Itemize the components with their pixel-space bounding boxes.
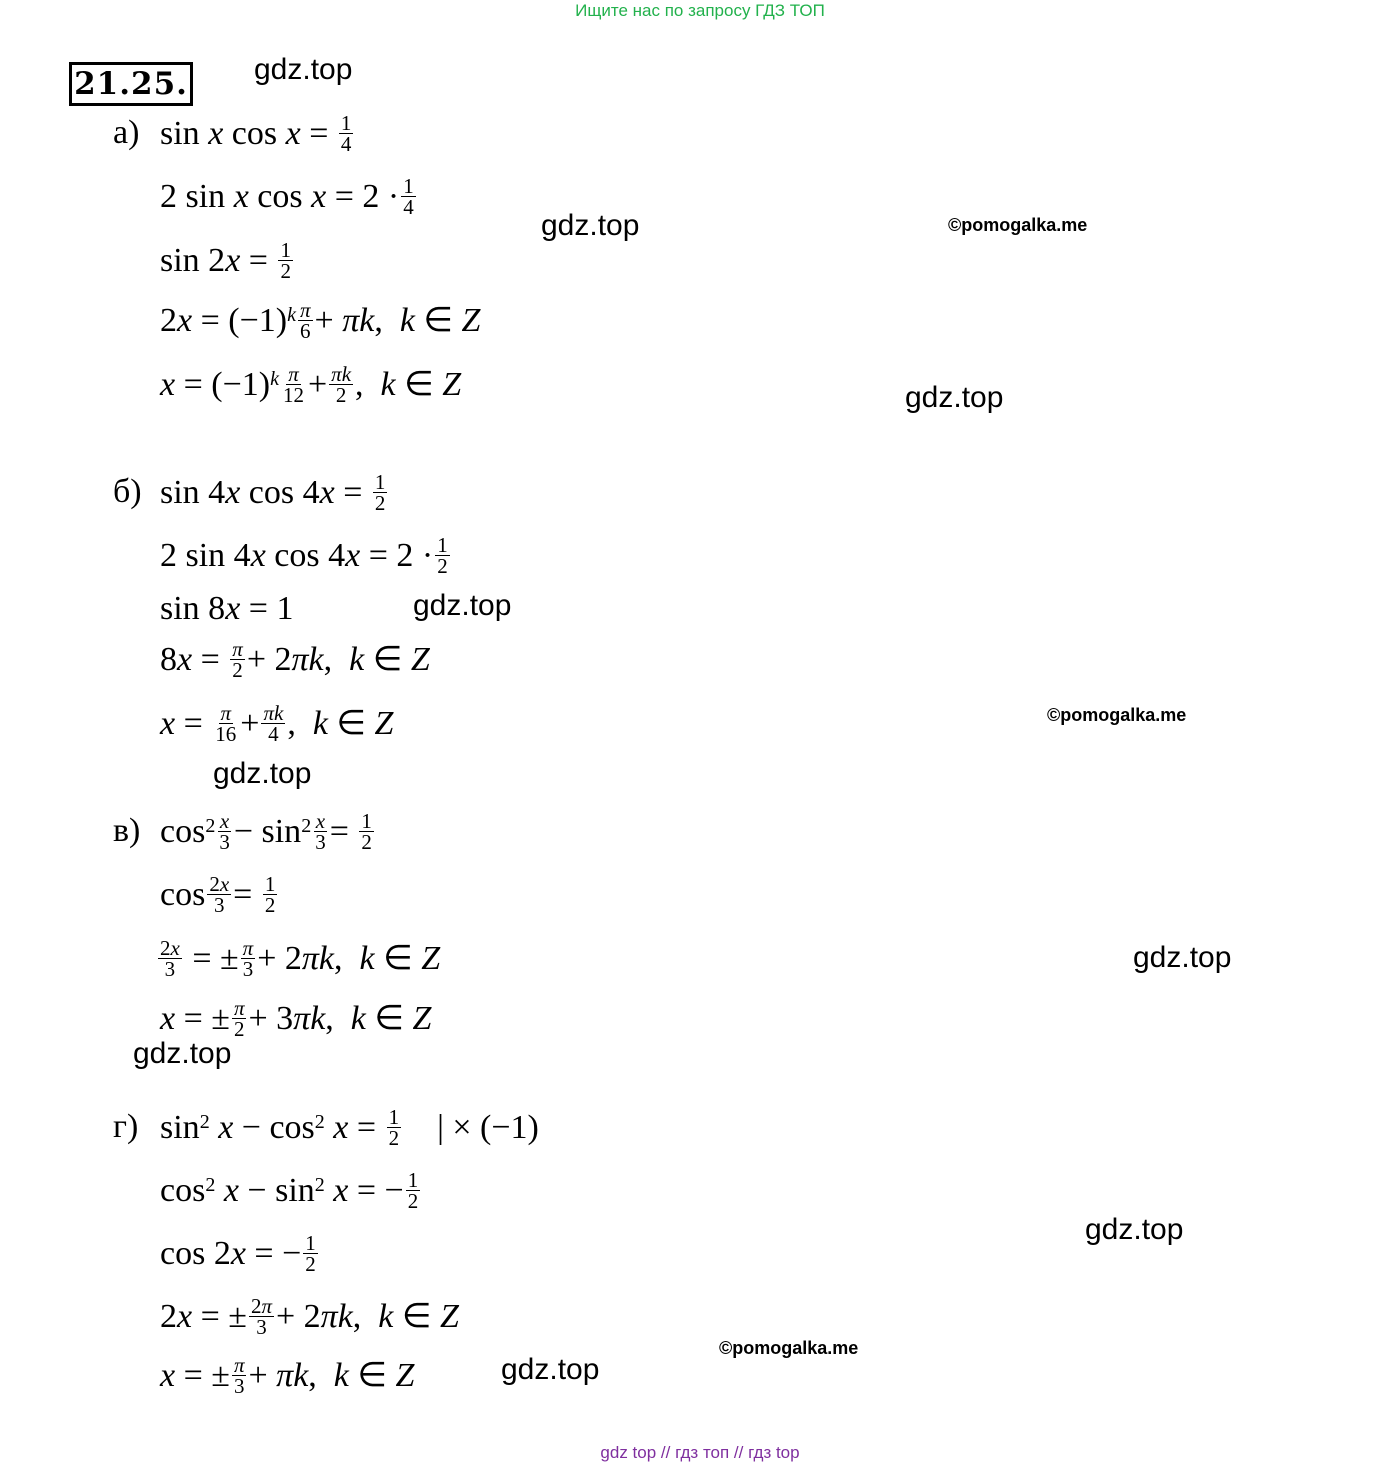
equation-v-2: cos $\frac{2x}{3}$ = $\frac{1}{2}$ (160, 872, 276, 917)
gdz-watermark: gdz.top (213, 757, 312, 790)
equation-b-2: 2 sin 4 x cos 4 x = 2 · $\frac{1}{2}$ (160, 533, 448, 578)
equation-g-3: cos 2 x = − $\frac{1}{2}$ (160, 1231, 316, 1276)
gdz-watermark: gdz.top (501, 1353, 600, 1386)
pomogalka-watermark: ©pomogalka.me (1047, 705, 1187, 725)
equation-g-2: cos $^2$ x − sin $^2$ x = − $\frac{1}{2}$ (160, 1168, 419, 1213)
equation-v-3: $\frac{2x}{3}$ = ± $\frac{\pi}{3}$ + 2 πk , k ∈ Z (160, 936, 441, 981)
part-label-a: а) (113, 114, 140, 151)
gdz-watermark: gdz.top (254, 53, 353, 86)
footer-links[interactable]: gdz top // гдз топ // гдз top (600, 1443, 800, 1462)
pomogalka-watermark: ©pomogalka.me (719, 1338, 859, 1358)
gdz-watermark: gdz.top (1133, 941, 1232, 974)
equation-b-1: sin 4 x cos 4 x = $\frac{1}{2}$ (160, 470, 386, 515)
equation-a-1: sin x cos x = $\frac{1}{4}$ (160, 111, 352, 156)
part-label-b: б) (113, 473, 142, 510)
equation-a-5: x = (−1) $^k$ $\frac{\pi}{12}$ + $\frac{\pi k}{2}$ , k ∈ Z (160, 362, 462, 407)
part-label-v: в) (113, 812, 141, 849)
equation-v-1: cos $^2$ $\frac{x}{3}$ − sin $^2$ $\frac{x}{3}$ = $\frac{1}{2}$ (160, 809, 372, 854)
equation-g-1: sin $^2$ x − cos $^2$ x = $\frac{1}{2}$ | × (−1) (160, 1105, 539, 1150)
pomogalka-watermark: ©pomogalka.me (948, 215, 1088, 235)
problem-number: 21.25. (69, 62, 193, 106)
equation-g-4: 2 x = ± $\frac{2\pi}{3}$ + 2 πk , k ∈ Z (160, 1294, 459, 1339)
equation-a-4: 2 x = (−1) $^k$ $\frac{\pi}{6}$ + πk , k ∈ Z (160, 298, 481, 343)
equation-b-5: x = $\frac{\pi}{16}$ + $\frac{\pi k}{4}$ , k ∈ Z (160, 701, 394, 746)
gdz-watermark: gdz.top (541, 209, 640, 242)
equation-v-4: x = ± $\frac{\pi}{2}$ + 3 πk , k ∈ Z (160, 996, 432, 1041)
gdz-watermark: gdz.top (905, 381, 1004, 414)
gdz-watermark: gdz.top (413, 589, 512, 622)
part-label-g: г) (113, 1108, 139, 1145)
gdz-watermark: gdz.top (133, 1037, 232, 1070)
top-banner[interactable]: Ищите нас по запросу ГДЗ ТОП (575, 1, 825, 20)
equation-a-2: 2 sin x cos x = 2 · $\frac{1}{4}$ (160, 174, 414, 219)
equation-g-5: x = ± $\frac{\pi}{3}$ + πk , k ∈ Z (160, 1353, 415, 1398)
gdz-watermark: gdz.top (1085, 1213, 1184, 1246)
equation-b-4: 8 x = $\frac{\pi}{2}$ + 2 πk , k ∈ Z (160, 637, 430, 682)
equation-b-3: sin 8 x = 1 (160, 590, 294, 627)
equation-a-3: sin 2 x = $\frac{1}{2}$ (160, 238, 291, 283)
